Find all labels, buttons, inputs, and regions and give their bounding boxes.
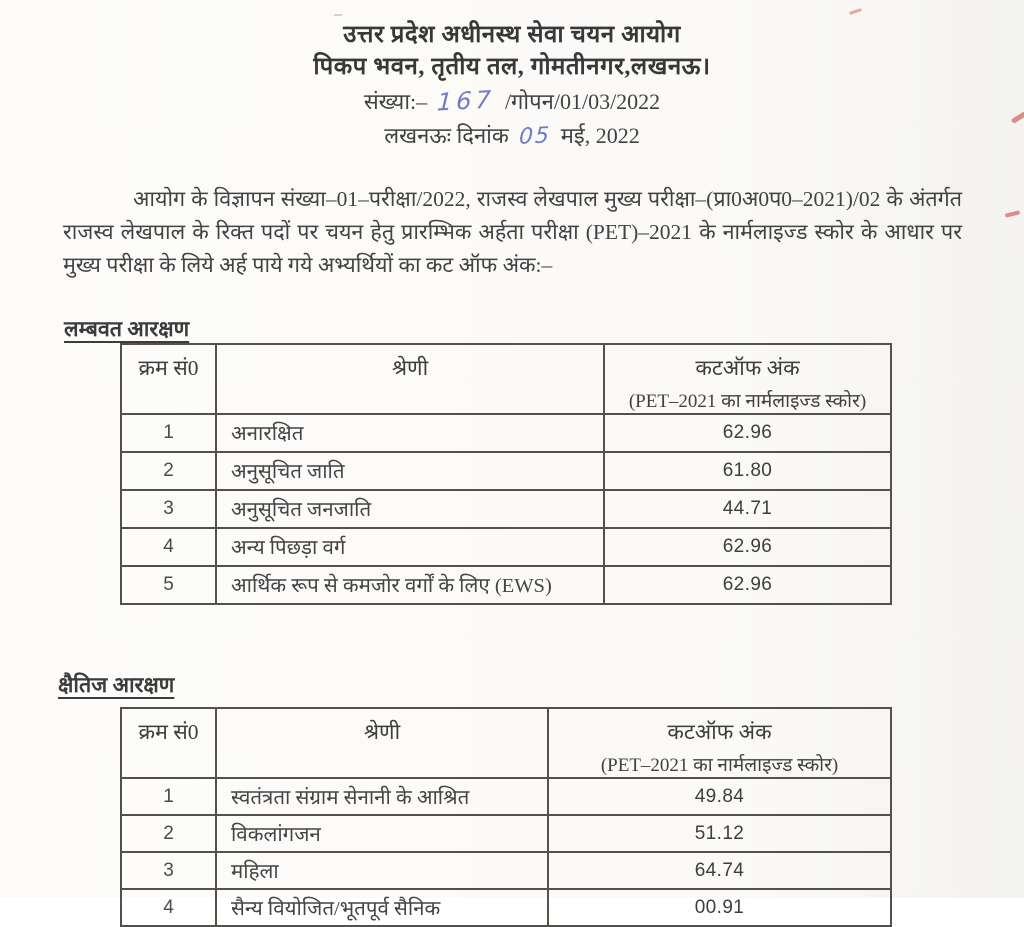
category-cell: अनुसूचित जनजाति <box>216 490 604 528</box>
section-title-horizontal-reservation: क्षैतिज आरक्षण <box>58 673 175 697</box>
category-cell: अन्य पिछड़ा वर्ग <box>216 528 604 566</box>
table-row <box>121 452 891 490</box>
category-cell: अनुसूचित जाति <box>216 452 604 490</box>
serial-cell: 5 <box>121 566 216 604</box>
scan-speck <box>334 14 342 16</box>
table-row <box>121 778 891 815</box>
column-header-cutoff <box>604 344 891 414</box>
column-header-serial: क्रम सं0 <box>121 344 216 414</box>
cutoff-cell: 62.96 <box>604 414 891 452</box>
table-row <box>121 566 891 604</box>
cutoff-cell: 49.84 <box>548 778 891 815</box>
column-header-category: श्रेणी <box>216 708 548 778</box>
cutoff-cell: 62.96 <box>604 566 891 604</box>
column-header-serial: क्रम सं0 <box>121 708 216 778</box>
red-scan-artifact <box>1005 210 1021 218</box>
table-row <box>121 889 891 926</box>
cutoff-cell: 64.74 <box>548 852 891 889</box>
serial-cell: 2 <box>121 452 216 490</box>
ref-suffix: /गोपन/01/03/2022 <box>504 89 661 114</box>
cutoff-cell: 44.71 <box>604 490 891 528</box>
category-cell: विकलांगजन <box>216 815 548 852</box>
cutoff-cell: 61.80 <box>604 452 891 490</box>
org-name: उत्तर प्रदेश अधीनस्थ सेवा चयन आयोग <box>343 22 681 48</box>
cutoff-cell: 00.91 <box>548 889 891 926</box>
category-cell: सैन्य वियोजित/भूतपूर्व सैनिक <box>216 889 548 926</box>
category-cell: अनारक्षित <box>216 414 604 452</box>
cutoff-cell: 62.96 <box>604 528 891 566</box>
table-row <box>121 815 891 852</box>
reference-number-line <box>0 85 1024 118</box>
table-row <box>121 852 891 889</box>
vertical-reservation-section <box>0 289 1024 605</box>
serial-cell: 1 <box>121 414 216 452</box>
serial-cell: 2 <box>121 815 216 852</box>
serial-cell: 4 <box>121 528 216 566</box>
document-header <box>0 0 1024 153</box>
date-day-handwritten: 05 <box>518 123 552 150</box>
table-row <box>121 414 891 452</box>
cutoff-header-title: कटऑफ अंक <box>667 720 772 744</box>
horizontal-reservation-section <box>0 645 1024 927</box>
column-header-category: श्रेणी <box>216 344 604 414</box>
cutoff-header-subtitle: (PET–2021 का नार्मलाइज्ड स्कोर) <box>628 391 867 412</box>
vertical-reservation-table <box>120 343 892 605</box>
category-cell: स्वतंत्रता संग्राम सेनानी के आश्रित <box>216 778 548 815</box>
intro-paragraph: आयोग के विज्ञापन संख्या–01–परीक्षा/2022, राजस्व लेखपाल मुख्य परीक्षा–(प्रा0अ0प0–2021)/02 के अंतर्गत राजस्व लेखपाल के रिक्त पदों पर चयन हेतु प्रारम्भिक अर्हता परीक्षा (PET)–2021 के नार्मलाइज्ड स्कोर के आधार पर मुख्य परीक्षा के लिये अर्ह पाये गये अभ्यर्थियों का कट ऑफ अंक:– <box>63 187 962 277</box>
serial-cell: 1 <box>121 778 216 815</box>
category-cell: महिला <box>216 852 548 889</box>
column-header-cutoff <box>548 708 891 778</box>
horizontal-reservation-table <box>120 707 892 927</box>
ref-number-handwritten: 167 <box>436 85 496 117</box>
place-date-label: लखनऊः दिनांक <box>384 123 509 148</box>
cutoff-header-title: कटऑफ अंक <box>695 356 800 380</box>
cutoff-header-subtitle: (PET–2021 का नार्मलाइज्ड स्कोर) <box>600 755 839 776</box>
serial-cell: 3 <box>121 490 216 528</box>
org-address: पिकप भवन, तृतीय तल, गोमतीनगर,लखनऊ। <box>313 54 711 80</box>
serial-cell: 3 <box>121 852 216 889</box>
ref-label: संख्या:– <box>363 89 428 114</box>
section-title-vertical-reservation: लम्बवत आरक्षण <box>64 317 190 341</box>
category-cell: आर्थिक रूप से कमजोर वर्गों के लिए (EWS) <box>216 566 604 604</box>
serial-cell: 4 <box>121 889 216 926</box>
table-row <box>121 528 891 566</box>
place-date-line <box>0 120 1024 153</box>
cutoff-cell: 51.12 <box>548 815 891 852</box>
table-header-row <box>121 344 891 414</box>
table-row <box>121 490 891 528</box>
date-suffix: मई, 2022 <box>560 123 640 148</box>
table-header-row <box>121 708 891 778</box>
